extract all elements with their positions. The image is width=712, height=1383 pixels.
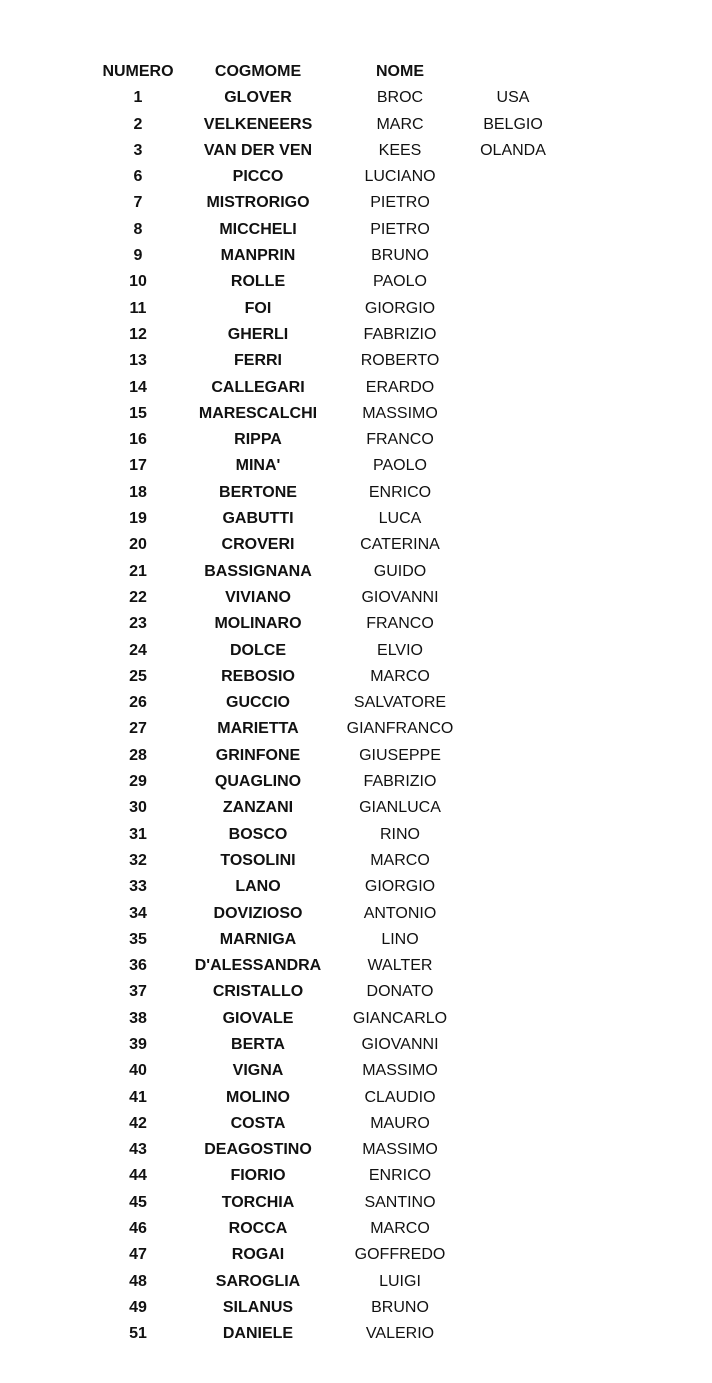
table-row <box>0 480 712 506</box>
cell-numero: 32 <box>129 851 147 869</box>
cell-numero: 49 <box>129 1298 147 1316</box>
cell-cognome: MARIETTA <box>217 720 299 738</box>
cell-cognome: DOVIZIOSO <box>213 904 303 922</box>
cell-cognome: MARNIGA <box>219 930 297 948</box>
cell-nome: KEES <box>378 141 422 159</box>
table-row <box>0 164 712 190</box>
cell-cognome: COSTA <box>230 1114 286 1132</box>
table-row <box>0 585 712 611</box>
table-row <box>0 427 712 453</box>
cell-nome: ENRICO <box>368 483 432 501</box>
participants-table <box>0 59 712 1348</box>
cell-nome: GOFFREDO <box>354 1246 446 1264</box>
cell-cognome: DEAGOSTINO <box>204 1141 312 1159</box>
cell-cognome: MICCHELI <box>219 220 297 238</box>
cell-numero: 12 <box>129 325 147 343</box>
table-row <box>0 190 712 216</box>
cell-numero: 37 <box>129 983 147 1001</box>
cell-numero: 47 <box>129 1246 147 1264</box>
cell-cognome: MOLINARO <box>214 615 302 633</box>
cell-numero: 38 <box>129 1009 147 1027</box>
table-body <box>0 85 712 1347</box>
cell-nome: MASSIMO <box>362 404 438 422</box>
cell-numero: 10 <box>129 273 147 291</box>
table-row <box>0 1058 712 1084</box>
cell-paese: USA <box>496 89 530 107</box>
table-row <box>0 953 712 979</box>
cell-cognome: MANPRIN <box>220 247 296 265</box>
cell-cognome: ROCCA <box>228 1220 288 1238</box>
cell-numero: 26 <box>129 694 147 712</box>
cell-nome: GUIDO <box>373 562 427 580</box>
table-row <box>0 1321 712 1347</box>
cell-nome: DONATO <box>366 983 434 1001</box>
cell-numero: 27 <box>129 720 147 738</box>
cell-numero: 11 <box>129 299 147 317</box>
cell-cognome: LANO <box>235 878 281 896</box>
cell-nome: CATERINA <box>360 536 440 554</box>
cell-nome: FABRIZIO <box>363 773 437 791</box>
cell-numero: 20 <box>129 536 147 554</box>
cell-cognome: ROGAI <box>231 1246 285 1264</box>
cell-numero: 28 <box>129 746 147 764</box>
cell-cognome: CRISTALLO <box>212 983 304 1001</box>
cell-numero: 39 <box>129 1035 147 1053</box>
table-row <box>0 822 712 848</box>
table-row <box>0 1085 712 1111</box>
cell-nome: WALTER <box>367 957 433 975</box>
cell-nome: FABRIZIO <box>363 325 437 343</box>
table-row <box>0 1190 712 1216</box>
cell-numero: 35 <box>129 930 147 948</box>
cell-numero: 16 <box>129 431 147 449</box>
cell-numero: 40 <box>129 1062 147 1080</box>
cell-nome: GIANFRANCO <box>346 720 454 738</box>
cell-nome: GIORGIO <box>364 299 436 317</box>
table-row <box>0 664 712 690</box>
cell-numero: 25 <box>129 667 147 685</box>
cell-paese: BELGIO <box>483 115 543 133</box>
table-row <box>0 1006 712 1032</box>
cell-numero: 21 <box>129 562 147 580</box>
table-row <box>0 611 712 637</box>
cell-nome: SALVATORE <box>353 694 447 712</box>
table-row <box>0 217 712 243</box>
cell-cognome: GLOVER <box>224 89 292 107</box>
cell-nome: RINO <box>380 825 420 843</box>
table-row <box>0 138 712 164</box>
table-row <box>0 296 712 322</box>
table-row <box>0 532 712 558</box>
cell-nome: GIANLUCA <box>359 799 441 817</box>
cell-numero: 42 <box>129 1114 147 1132</box>
cell-nome: SANTINO <box>364 1193 436 1211</box>
cell-nome: ELVIO <box>377 641 423 659</box>
table-row <box>0 1216 712 1242</box>
cell-nome: LINO <box>381 930 419 948</box>
cell-cognome: PICCO <box>232 168 284 186</box>
cell-nome: PAOLO <box>373 457 427 475</box>
cell-nome: BROC <box>376 89 424 107</box>
cell-nome: ERARDO <box>365 378 435 396</box>
cell-cognome: ZANZANI <box>222 799 294 817</box>
cell-numero: 13 <box>129 352 147 370</box>
cell-nome: GIOVANNI <box>361 1035 439 1053</box>
table-row <box>0 1242 712 1268</box>
table-row <box>0 348 712 374</box>
cell-cognome: GRINFONE <box>215 746 301 764</box>
cell-nome: LUCIANO <box>364 168 436 186</box>
cell-nome: PIETRO <box>370 194 430 212</box>
cell-numero: 9 <box>133 247 143 265</box>
cell-numero: 7 <box>133 194 143 212</box>
cell-numero: 3 <box>133 141 143 159</box>
cell-cognome: BOSCO <box>228 825 288 843</box>
cell-numero: 23 <box>129 615 147 633</box>
cell-nome: CLAUDIO <box>364 1088 436 1106</box>
cell-numero: 2 <box>133 115 143 133</box>
table-row <box>0 743 712 769</box>
table-row <box>0 690 712 716</box>
cell-cognome: DOLCE <box>230 641 286 659</box>
cell-nome: ROBERTO <box>360 352 440 370</box>
cell-nome: BRUNO <box>371 247 429 265</box>
table-row <box>0 927 712 953</box>
cell-numero: 33 <box>129 878 147 896</box>
cell-numero: 18 <box>129 483 147 501</box>
cell-nome: LUIGI <box>379 1272 421 1290</box>
table-row <box>0 453 712 479</box>
cell-nome: MARCO <box>370 851 430 869</box>
cell-cognome: GHERLI <box>227 325 289 343</box>
cell-numero: 43 <box>129 1141 147 1159</box>
table-row <box>0 848 712 874</box>
table-row <box>0 322 712 348</box>
cell-nome: BRUNO <box>371 1298 429 1316</box>
cell-numero: 48 <box>129 1272 147 1290</box>
cell-cognome: FERRI <box>234 352 282 370</box>
table-row <box>0 1111 712 1137</box>
cell-cognome: VELKENEERS <box>203 115 313 133</box>
cell-cognome: BERTA <box>231 1035 285 1053</box>
header-cognome: COGMOME <box>214 63 302 80</box>
table-row <box>0 1269 712 1295</box>
cell-cognome: D'ALESSANDRA <box>194 957 322 975</box>
table-row <box>0 243 712 269</box>
cell-cognome: QUAGLINO <box>214 773 302 791</box>
cell-cognome: VAN DER VEN <box>203 141 313 159</box>
table-row <box>0 375 712 401</box>
table-row <box>0 559 712 585</box>
cell-cognome: MOLINO <box>226 1088 290 1106</box>
cell-nome: FRANCO <box>366 431 434 449</box>
header-numero: NUMERO <box>102 63 174 80</box>
cell-numero: 41 <box>129 1088 147 1106</box>
table-row <box>0 1295 712 1321</box>
cell-cognome: TOSOLINI <box>220 851 296 869</box>
table-row <box>0 716 712 742</box>
cell-cognome: FOI <box>244 299 272 317</box>
cell-nome: FRANCO <box>366 615 434 633</box>
cell-numero: 46 <box>129 1220 147 1238</box>
cell-nome: GIANCARLO <box>352 1009 448 1027</box>
table-row <box>0 795 712 821</box>
cell-numero: 24 <box>129 641 147 659</box>
table-row <box>0 112 712 138</box>
cell-numero: 36 <box>129 957 147 975</box>
cell-numero: 15 <box>129 404 147 422</box>
cell-nome: GIOVANNI <box>361 588 439 606</box>
cell-numero: 22 <box>129 588 147 606</box>
cell-nome: GIORGIO <box>364 878 436 896</box>
cell-cognome: RIPPA <box>234 431 282 449</box>
header-nome: NOME <box>376 63 424 80</box>
cell-cognome: VIVIANO <box>225 588 291 606</box>
cell-numero: 29 <box>129 773 147 791</box>
cell-cognome: ROLLE <box>230 273 286 291</box>
table-row <box>0 979 712 1005</box>
cell-numero: 14 <box>129 378 147 396</box>
cell-cognome: DANIELE <box>222 1325 294 1343</box>
cell-nome: MARCO <box>370 667 430 685</box>
cell-numero: 30 <box>129 799 147 817</box>
table-row <box>0 901 712 927</box>
table-row <box>0 638 712 664</box>
table-row <box>0 874 712 900</box>
cell-cognome: MISTRORIGO <box>206 194 310 212</box>
cell-nome: PAOLO <box>373 273 427 291</box>
cell-cognome: CROVERI <box>221 536 295 554</box>
cell-cognome: SILANUS <box>222 1298 294 1316</box>
cell-nome: GIUSEPPE <box>359 746 441 764</box>
cell-nome: MAURO <box>370 1114 430 1132</box>
table-header-row <box>0 59 712 85</box>
cell-cognome: TORCHIA <box>221 1193 295 1211</box>
table-row <box>0 1137 712 1163</box>
table-row <box>0 269 712 295</box>
cell-nome: MARC <box>376 115 424 133</box>
cell-cognome: BERTONE <box>219 483 297 501</box>
cell-nome: MASSIMO <box>362 1141 438 1159</box>
cell-cognome: MINA' <box>235 457 281 475</box>
cell-cognome: FIORIO <box>230 1167 286 1185</box>
cell-nome: ANTONIO <box>363 904 437 922</box>
table-row <box>0 401 712 427</box>
cell-numero: 51 <box>129 1325 147 1343</box>
table-row <box>0 1032 712 1058</box>
cell-numero: 1 <box>133 89 143 107</box>
table-row <box>0 1163 712 1189</box>
cell-nome: PIETRO <box>370 220 430 238</box>
cell-numero: 8 <box>133 220 143 238</box>
cell-cognome: MARESCALCHI <box>198 404 318 422</box>
cell-cognome: GIOVALE <box>222 1009 294 1027</box>
cell-numero: 19 <box>129 510 147 528</box>
cell-cognome: SAROGLIA <box>215 1272 301 1290</box>
cell-nome: MARCO <box>370 1220 430 1238</box>
cell-cognome: CALLEGARI <box>211 378 305 396</box>
cell-numero: 44 <box>129 1167 147 1185</box>
cell-cognome: VIGNA <box>232 1062 284 1080</box>
cell-nome: LUCA <box>378 510 422 528</box>
cell-nome: MASSIMO <box>362 1062 438 1080</box>
table-row <box>0 506 712 532</box>
cell-cognome: BASSIGNANA <box>204 562 312 580</box>
table-row <box>0 769 712 795</box>
cell-cognome: GABUTTI <box>222 510 294 528</box>
cell-numero: 6 <box>133 168 143 186</box>
cell-paese: OLANDA <box>480 141 546 159</box>
cell-numero: 17 <box>129 457 147 475</box>
cell-cognome: GUCCIO <box>226 694 290 712</box>
cell-nome: ENRICO <box>368 1167 432 1185</box>
cell-numero: 34 <box>129 904 147 922</box>
cell-nome: VALERIO <box>365 1325 435 1343</box>
cell-numero: 31 <box>129 825 147 843</box>
cell-numero: 45 <box>129 1193 147 1211</box>
cell-cognome: REBOSIO <box>221 667 295 685</box>
table-row <box>0 85 712 111</box>
